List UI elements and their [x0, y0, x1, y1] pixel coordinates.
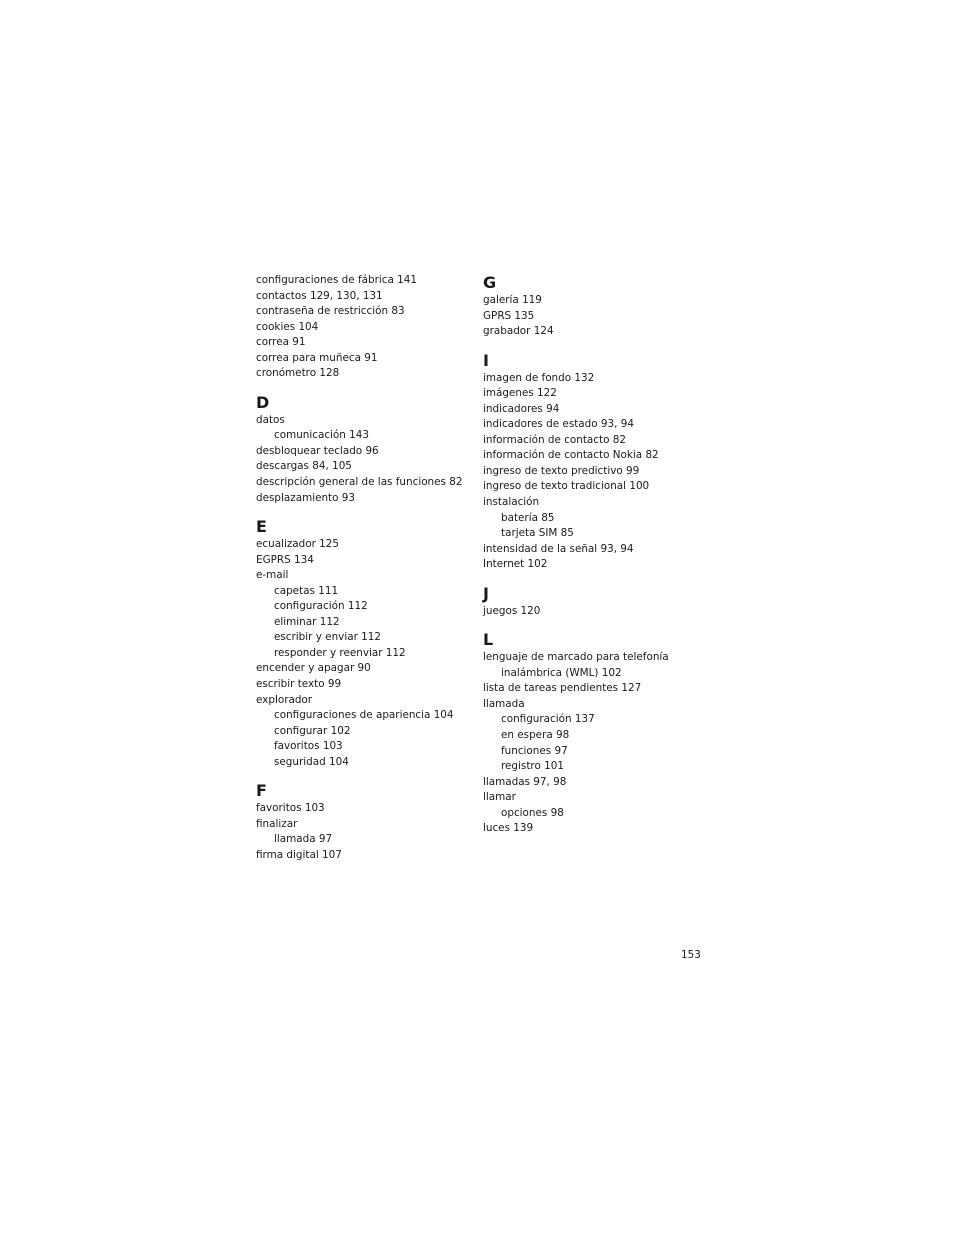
index-entry: ecualizador 125 — [256, 538, 340, 551]
index-entry: desplazamiento 93 — [256, 491, 356, 504]
index-column-right — [483, 273, 698, 837]
index-entry: Internet 102 — [483, 558, 548, 571]
index-entry: intensidad de la señal 93, 94 — [483, 542, 634, 555]
index-entry: llamada — [483, 697, 525, 710]
index-column-left — [256, 273, 471, 864]
index-entry: luces 139 — [483, 822, 534, 835]
index-section — [256, 517, 471, 770]
index-subentry: tarjeta SIM 85 — [501, 527, 574, 540]
index-subentry: eliminar 112 — [274, 615, 340, 628]
index-section — [483, 273, 698, 340]
section-letter: L — [483, 630, 494, 650]
index-entry: correa 91 — [256, 336, 306, 349]
index-entry: favoritos 103 — [256, 802, 325, 815]
index-entry: ingreso de texto tradicional 100 — [483, 480, 650, 493]
index-entry: descripción general de las funciones 82 — [256, 476, 463, 489]
index-section — [256, 781, 471, 863]
index-entry: escribir texto 99 — [256, 678, 342, 691]
index-entry: instalación — [483, 496, 540, 509]
index-subentry: seguridad 104 — [274, 755, 349, 768]
index-subentry: en espera 98 — [501, 729, 570, 742]
index-entry: explorador — [256, 693, 313, 706]
index-subentry: responder y reenviar 112 — [274, 646, 406, 659]
index-entry: contactos 129, 130, 131 — [256, 289, 383, 302]
index-entry: ingreso de texto predictivo 99 — [483, 464, 640, 477]
index-subentry: registro 101 — [501, 760, 564, 773]
index-section — [483, 630, 698, 837]
index-entry: indicadores 94 — [483, 402, 560, 415]
index-entry: e-mail — [256, 569, 289, 582]
index-subentry: capetas 111 — [274, 584, 339, 597]
index-section — [483, 584, 698, 620]
index-subentry: funciones 97 — [501, 744, 568, 757]
index-section — [256, 273, 471, 382]
index-entry: información de contacto 82 — [483, 433, 626, 446]
section-letter: F — [256, 781, 267, 801]
index-entry: firma digital 107 — [256, 848, 342, 861]
section-letter: I — [483, 350, 489, 370]
index-entry: correa para muñeca 91 — [256, 351, 378, 364]
index-entry: lista de tareas pendientes 127 — [483, 682, 642, 695]
index-subentry: escribir y enviar 112 — [274, 631, 381, 644]
index-entry: configuraciones de fábrica 141 — [256, 274, 417, 286]
index-subentry: batería 85 — [501, 511, 555, 524]
index-entry: desbloquear teclado 96 — [256, 444, 379, 457]
index-subentry: opciones 98 — [501, 806, 564, 819]
index-entry: imagen de fondo 132 — [483, 371, 595, 384]
index-subentry: configuración 112 — [274, 600, 368, 613]
section-letter: E — [256, 517, 267, 537]
index-entry: llamadas 97, 98 — [483, 775, 567, 788]
index-subentry: configuración 137 — [501, 713, 595, 726]
section-letter: G — [483, 273, 497, 292]
index-entry: EGPRS 134 — [256, 553, 314, 566]
index-entry: grabador 124 — [483, 325, 554, 338]
section-letter: D — [256, 392, 270, 412]
index-entry: GPRS 135 — [483, 309, 535, 322]
index-entry: datos — [256, 413, 285, 426]
index-entry: descargas 84, 105 — [256, 460, 352, 473]
index-subentry: comunicación 143 — [274, 429, 370, 442]
index-subentry: favoritos 103 — [274, 740, 343, 753]
index-entry: encender y apagar 90 — [256, 662, 371, 675]
index-entry: finalizar — [256, 817, 298, 830]
index-entry: cronómetro 128 — [256, 367, 340, 380]
page-number: 153 — [681, 949, 701, 961]
index-entry: galería 119 — [483, 294, 542, 306]
index-entry: contraseña de restricción 83 — [256, 305, 405, 318]
index-entry: juegos 120 — [483, 604, 541, 617]
index-subentry: configuraciones de apariencia 104 — [274, 709, 454, 722]
index-subentry: llamada 97 — [274, 833, 333, 846]
section-letter: J — [483, 583, 489, 603]
index-subentry: configurar 102 — [274, 724, 351, 737]
index-section — [256, 393, 471, 506]
index-entry: indicadores de estado 93, 94 — [483, 418, 634, 431]
index-entry: cookies 104 — [256, 320, 319, 333]
index-entry: lenguaje de marcado para telefonía — [483, 651, 669, 664]
index-entry: llamar — [483, 791, 516, 804]
index-subentry: inalámbrica (WML) 102 — [501, 666, 622, 679]
index-section — [483, 351, 698, 573]
index-entry: imágenes 122 — [483, 387, 557, 400]
index-entry: información de contacto Nokia 82 — [483, 449, 659, 462]
